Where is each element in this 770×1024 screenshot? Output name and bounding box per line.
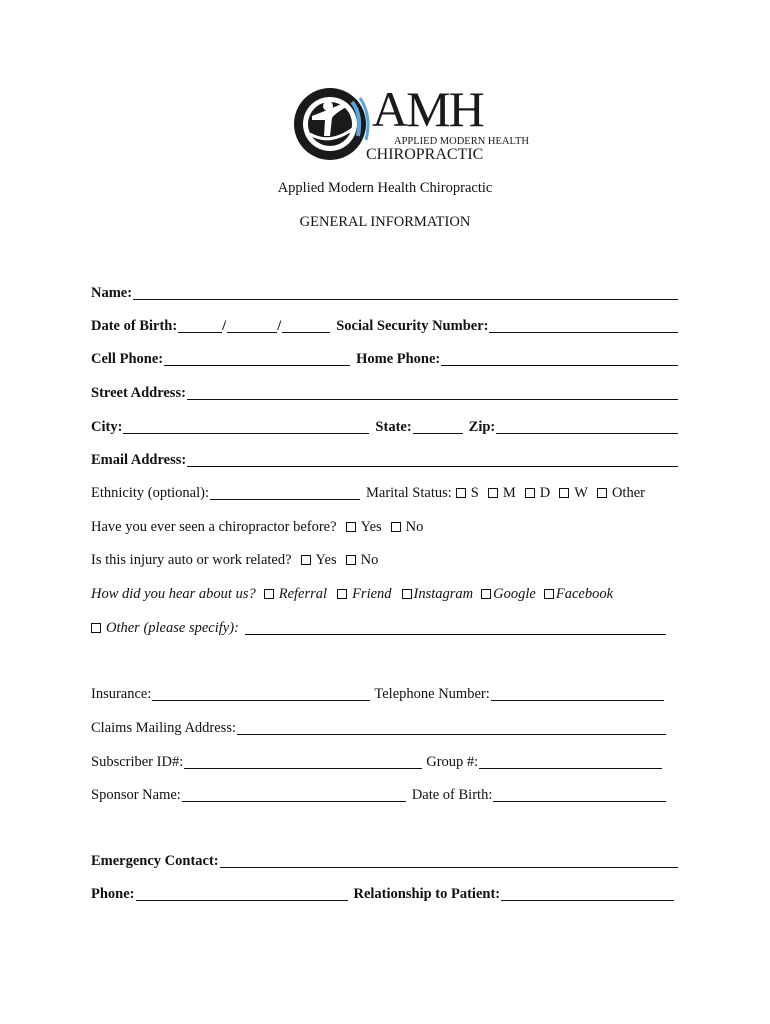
other-checkbox[interactable] bbox=[91, 623, 101, 633]
name-row bbox=[91, 282, 681, 302]
state-label: State: bbox=[375, 419, 412, 435]
other-specify-field[interactable] bbox=[245, 620, 666, 635]
cell-phone-field[interactable] bbox=[164, 351, 350, 366]
logo-emblem-icon bbox=[290, 84, 376, 164]
referral-question: How did you hear about us? bbox=[91, 586, 256, 602]
dob-separator: / bbox=[222, 318, 227, 334]
no-label: No bbox=[405, 519, 424, 535]
marital-checkbox[interactable] bbox=[597, 488, 607, 498]
sponsor-field[interactable] bbox=[182, 787, 406, 802]
sponsor-dob-field[interactable] bbox=[493, 787, 666, 802]
google-option: Google bbox=[493, 586, 536, 602]
referral-other-row bbox=[91, 617, 669, 637]
insurance-label: Insurance: bbox=[91, 686, 152, 702]
emergency-field[interactable] bbox=[220, 853, 678, 868]
instagram-option: Instagram bbox=[413, 586, 474, 602]
dob-ssn-row bbox=[91, 315, 681, 335]
chiro-before-row bbox=[91, 516, 681, 536]
emergency-label: Emergency Contact: bbox=[91, 853, 219, 869]
no-label: No bbox=[360, 552, 379, 568]
marital-option: Other bbox=[611, 485, 645, 501]
injury-row bbox=[91, 549, 681, 569]
marital-checkbox[interactable] bbox=[525, 488, 535, 498]
dob-label: Date of Birth: bbox=[91, 318, 178, 334]
instagram-checkbox[interactable] bbox=[402, 589, 412, 599]
zip-label: Zip: bbox=[468, 419, 496, 435]
google-checkbox[interactable] bbox=[481, 589, 491, 599]
marital-checkbox[interactable] bbox=[559, 488, 569, 498]
subscriber-label: Subscriber ID#: bbox=[91, 754, 184, 770]
dob-month-field[interactable] bbox=[178, 318, 222, 333]
street-row bbox=[91, 382, 681, 402]
group-label: Group #: bbox=[426, 754, 479, 770]
name-label: Name: bbox=[91, 285, 133, 301]
street-field[interactable] bbox=[187, 385, 678, 400]
friend-checkbox[interactable] bbox=[337, 589, 347, 599]
marital-label: Marital Status: bbox=[366, 485, 452, 501]
emergency-phone-row bbox=[91, 883, 677, 903]
dob-year-field[interactable] bbox=[282, 318, 330, 333]
subscriber-field[interactable] bbox=[184, 754, 422, 769]
email-field[interactable] bbox=[187, 452, 678, 467]
referral-option: Referral bbox=[278, 586, 328, 602]
relationship-label: Relationship to Patient: bbox=[353, 886, 501, 902]
city-label: City: bbox=[91, 419, 123, 435]
sponsor-row bbox=[91, 784, 669, 804]
subscriber-row bbox=[91, 751, 665, 771]
marital-option: W bbox=[574, 485, 588, 501]
yes-label: Yes bbox=[315, 552, 337, 568]
city-field[interactable] bbox=[123, 419, 369, 434]
insurance-row bbox=[91, 683, 667, 703]
city-row bbox=[91, 416, 681, 436]
home-phone-field[interactable] bbox=[441, 351, 678, 366]
logo-tagline: APPLIED MODERN HEALTH bbox=[394, 136, 529, 147]
phone-row bbox=[91, 348, 681, 368]
marital-option: M bbox=[502, 485, 516, 501]
emergency-phone-label: Phone: bbox=[91, 886, 135, 902]
referral-row bbox=[91, 583, 681, 603]
injury-yes-checkbox[interactable] bbox=[301, 555, 311, 565]
email-label: Email Address: bbox=[91, 452, 187, 468]
ethnicity-marital-row bbox=[91, 482, 681, 502]
sponsor-dob-label: Date of Birth: bbox=[411, 787, 493, 803]
name-field[interactable] bbox=[133, 285, 678, 300]
injury-label: Is this injury auto or work related? bbox=[91, 552, 292, 568]
dob-day-field[interactable] bbox=[227, 318, 277, 333]
email-row bbox=[91, 449, 681, 469]
clinic-logo bbox=[290, 81, 529, 164]
marital-option: D bbox=[539, 485, 551, 501]
logo-letters: AMH bbox=[372, 81, 483, 137]
claims-row bbox=[91, 717, 669, 737]
logo-chiropractic: CHIROPRACTIC bbox=[366, 146, 484, 163]
marital-checkbox[interactable] bbox=[488, 488, 498, 498]
claims-label: Claims Mailing Address: bbox=[91, 720, 236, 736]
zip-field[interactable] bbox=[496, 419, 678, 434]
dob-separator: / bbox=[277, 318, 282, 334]
facebook-checkbox[interactable] bbox=[544, 589, 554, 599]
ssn-label: Social Security Number: bbox=[336, 318, 489, 334]
marital-checkbox[interactable] bbox=[456, 488, 466, 498]
chiro-before-label: Have you ever seen a chiropractor before? bbox=[91, 519, 337, 535]
ethnicity-label: Ethnicity (optional): bbox=[91, 485, 209, 501]
chiro-no-checkbox[interactable] bbox=[391, 522, 401, 532]
facebook-option: Facebook bbox=[555, 586, 614, 602]
friend-option: Friend bbox=[352, 586, 392, 602]
cell-phone-label: Cell Phone: bbox=[91, 351, 164, 367]
form-title: GENERAL INFORMATION bbox=[299, 214, 471, 230]
referral-checkbox[interactable] bbox=[264, 589, 274, 599]
group-field[interactable] bbox=[479, 754, 662, 769]
insurance-field[interactable] bbox=[152, 686, 370, 701]
street-label: Street Address: bbox=[91, 385, 186, 401]
claims-field[interactable] bbox=[237, 720, 666, 735]
other-label: Other (please specify): bbox=[106, 620, 239, 636]
marital-option: S bbox=[470, 485, 479, 501]
emergency-phone-field[interactable] bbox=[136, 886, 348, 901]
injury-no-checkbox[interactable] bbox=[346, 555, 356, 565]
ethnicity-field[interactable] bbox=[210, 485, 360, 500]
home-phone-label: Home Phone: bbox=[356, 351, 441, 367]
relationship-field[interactable] bbox=[501, 886, 674, 901]
clinic-name: Applied Modern Health Chiropractic bbox=[277, 180, 493, 196]
state-field[interactable] bbox=[413, 419, 463, 434]
telephone-field[interactable] bbox=[491, 686, 664, 701]
chiro-yes-checkbox[interactable] bbox=[346, 522, 356, 532]
yes-label: Yes bbox=[360, 519, 382, 535]
ssn-field[interactable] bbox=[489, 318, 678, 333]
sponsor-label: Sponsor Name: bbox=[91, 787, 181, 803]
telephone-label: Telephone Number: bbox=[374, 686, 490, 702]
emergency-row bbox=[91, 850, 681, 870]
